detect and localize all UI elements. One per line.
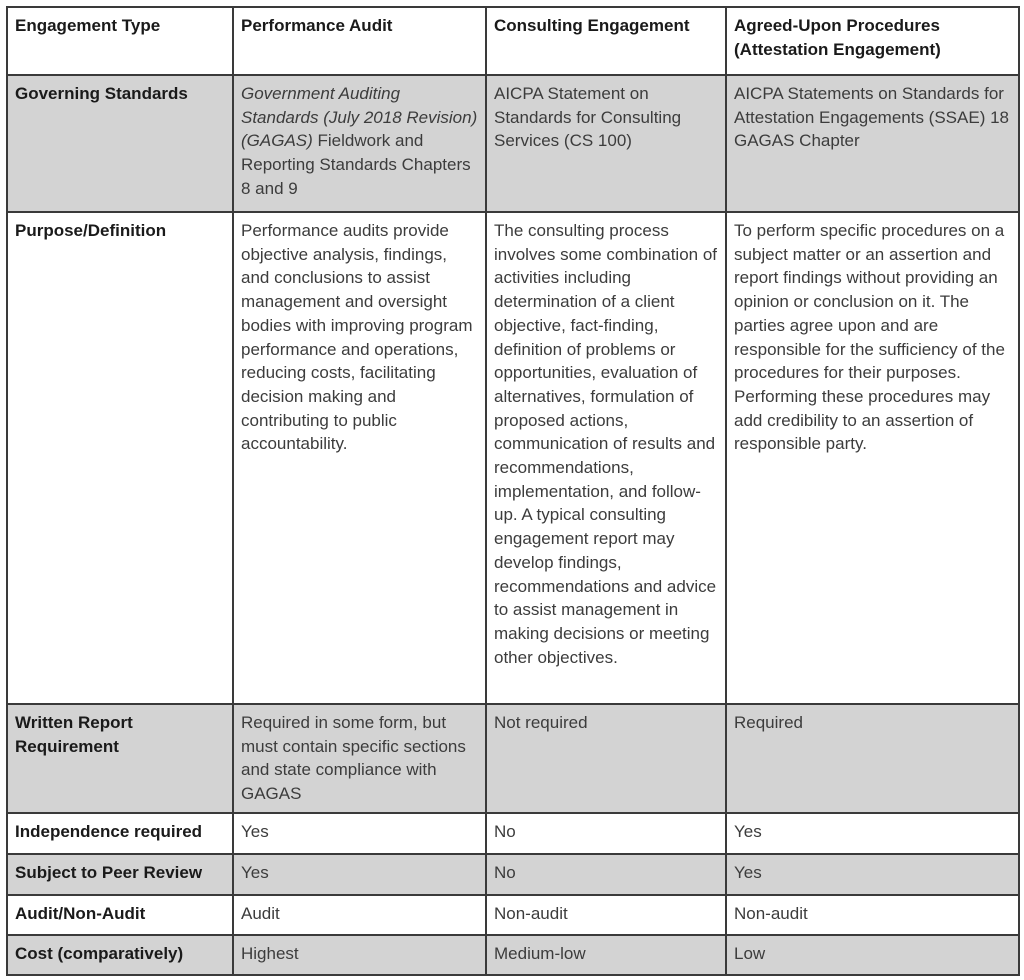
cell-agreed-upon-procedures: Yes: [726, 813, 1019, 854]
row-label: Written Report Requirement: [7, 704, 233, 813]
header-performance-audit: Performance Audit: [233, 7, 486, 75]
cell-performance-audit: [233, 75, 486, 212]
cell-agreed-upon-procedures: Non-audit: [726, 895, 1019, 935]
cell-agreed-upon-procedures: Low: [726, 935, 1019, 975]
header-agreed-upon-procedures: Agreed-Upon Procedures (Attestation Engagement): [726, 7, 1019, 75]
cell-text: Fieldwork and Reporting Standards Chapters 8 and 9: [241, 131, 471, 198]
table-row-purpose-definition: [7, 212, 1019, 704]
cell-performance-audit: Performance audits provide objective analysis, findings, and conclusions to assist management and oversight bodies with improving program performance and operations, reducing costs, facilitating decision making and contributing to public accountability.: [233, 212, 486, 704]
row-label: Cost (comparatively): [7, 935, 233, 975]
cell-consulting-engagement: Non-audit: [486, 895, 726, 935]
row-label: Subject to Peer Review: [7, 854, 233, 895]
header-row: [7, 7, 1019, 75]
cell-consulting-engagement: AICPA Statement on Standards for Consulting Services (CS 100): [486, 75, 726, 212]
cell-consulting-engagement: No: [486, 854, 726, 895]
cell-consulting-engagement: No: [486, 813, 726, 854]
cell-italic-text: Government Auditing Standards (July 2018 Revision) (GAGAS): [241, 84, 478, 151]
cell-consulting-engagement: Medium-low: [486, 935, 726, 975]
cell-performance-audit: Yes: [233, 854, 486, 895]
table-row-audit-non-audit: [7, 895, 1019, 935]
cell-consulting-engagement: The consulting process involves some combination of activities including determination of a client objective, fact-finding, definition of problems or opportunities, evaluation of alternatives, formulation of proposed actions, communication of results and recommendations, implementation, and follow-up. A typical consulting engagement report may develop findings, recommendations and advice to assist management in making decisions or meeting other objectives.: [486, 212, 726, 704]
cell-performance-audit: Highest: [233, 935, 486, 975]
cell-consulting-engagement: Not required: [486, 704, 726, 813]
cell-agreed-upon-procedures: To perform specific procedures on a subject matter or an assertion and report findings without providing an opinion or conclusion on it. The parties agree upon and are responsible for the sufficiency of the procedures for their purposes. Performing these procedures may add credibility to an assertion of responsible party.: [726, 212, 1019, 704]
row-label: Audit/Non-Audit: [7, 895, 233, 935]
cell-agreed-upon-procedures: Required: [726, 704, 1019, 813]
cell-performance-audit: Yes: [233, 813, 486, 854]
cell-agreed-upon-procedures: AICPA Statements on Standards for Attestation Engagements (SSAE) 18 GAGAS Chapter: [726, 75, 1019, 212]
table-row-written-report-requirement: [7, 704, 1019, 813]
cell-agreed-upon-procedures: Yes: [726, 854, 1019, 895]
header-consulting-engagement: Consulting Engagement: [486, 7, 726, 75]
engagement-comparison-table: [6, 6, 1020, 976]
row-label: Governing Standards: [7, 75, 233, 212]
table-row-subject-to-peer-review: [7, 854, 1019, 895]
cell-performance-audit: Audit: [233, 895, 486, 935]
table-row-governing-standards: [7, 75, 1019, 212]
header-engagement-type: Engagement Type: [7, 7, 233, 75]
table-row-independence-required: [7, 813, 1019, 854]
cell-performance-audit: Required in some form, but must contain specific sections and state compliance with GAGAS: [233, 704, 486, 813]
row-label: Independence required: [7, 813, 233, 854]
table-row-cost: [7, 935, 1019, 975]
row-label: Purpose/Definition: [7, 212, 233, 704]
